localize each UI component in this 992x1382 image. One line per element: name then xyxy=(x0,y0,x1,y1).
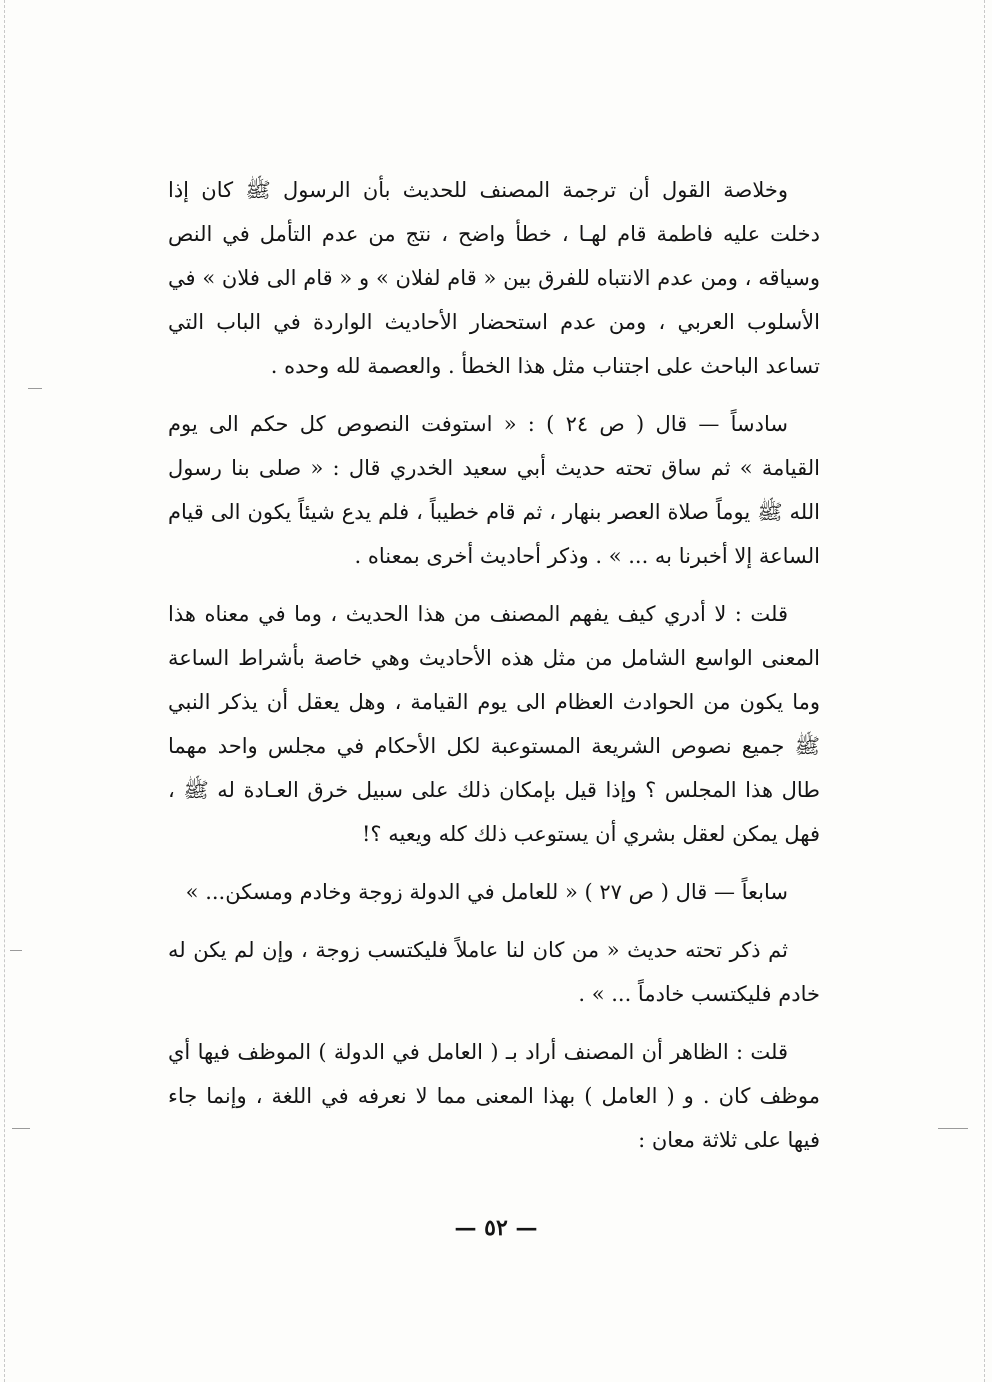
paragraph-hadith-seven: ثم ذكر تحته حديث « من كان لنا عاملاً فليكتسب زوجة ، وإن لم يكن له خادم فليكتسب خادماً ... » . xyxy=(168,938,820,1006)
scan-speck xyxy=(28,388,42,389)
paragraph-point-seven: سابعاً — قال ( ص ٢٧ ) « للعامل في الدولة زوجة وخادم ومسكن... » xyxy=(185,880,788,904)
scan-speck xyxy=(10,950,22,951)
paragraph-comment-six: قلت : لا أدري كيف يفهم المصنف من هذا الحديث ، وما في معناه هذا المعنى الواسع الشامل من مثل هذه الأحاديث وهي خاصة بأشراط الساعة وما يكون من الحوادث العظام الى يوم القيامة ، وهل يعقل أن يذكر النبي ﷺ جميع نصوص الشريعة المستوعبة لكل الأحكام في مجلس واحد مهما طال هذا المجلس ؟ وإذا قيل بإمكان ذلك على سبيل خرق العـادة له ﷺ ، فهل يمكن لعقل بشري أن يستوعب ذلك كله ويعيه ؟! xyxy=(168,602,820,846)
body-text xyxy=(168,168,820,1162)
scan-speck xyxy=(938,1128,968,1129)
right-page-edge xyxy=(984,0,985,1382)
paragraph-comment-seven: قلت : الظاهر أن المصنف أراد بـ ( العامل في الدولة ) الموظف فيها أي موظف كان . و ( العامل ) بهذا المعنى مما لا نعرفه في اللغة ، وإنما جاء فيها على ثلاثة معان : xyxy=(168,1040,820,1152)
paragraph-point-six: سادساً — قال ( ص ٢٤ ) : « استوفت النصوص كل حكم الى يوم القيامة » ثم ساق تحته حديث أبي سعيد الخدري قال : « صلى بنا رسول الله ﷺ يوماً صلاة العصر بنهار ، ثم قام خطيباً ، فلم يدع شيئاً يكون الى قيام الساعة إلا أخبرنا به ... » . وذكر أحاديث أخرى بمعناه . xyxy=(168,412,820,568)
left-page-edge xyxy=(4,0,5,1382)
page-number: — ٥٢ — xyxy=(454,1215,538,1241)
paragraph-conclusion: وخلاصة القول أن ترجمة المصنف للحديث بأن الرسول ﷺ كان إذا دخلت عليه فاطمة قام لهـا ، خطأ واضح ، نتج من عدم التأمل في النص وسياقه ، ومن عدم الانتباه للفرق بين « قام لفلان » و « قام الى فلان » في الأسلوب العربي ، ومن عدم استحضار الأحاديث الواردة في الباب التي تساعد الباحث على اجتناب مثل هذا الخطأ . والعصمة لله وحده . xyxy=(168,178,820,378)
scan-speck xyxy=(12,1128,30,1129)
